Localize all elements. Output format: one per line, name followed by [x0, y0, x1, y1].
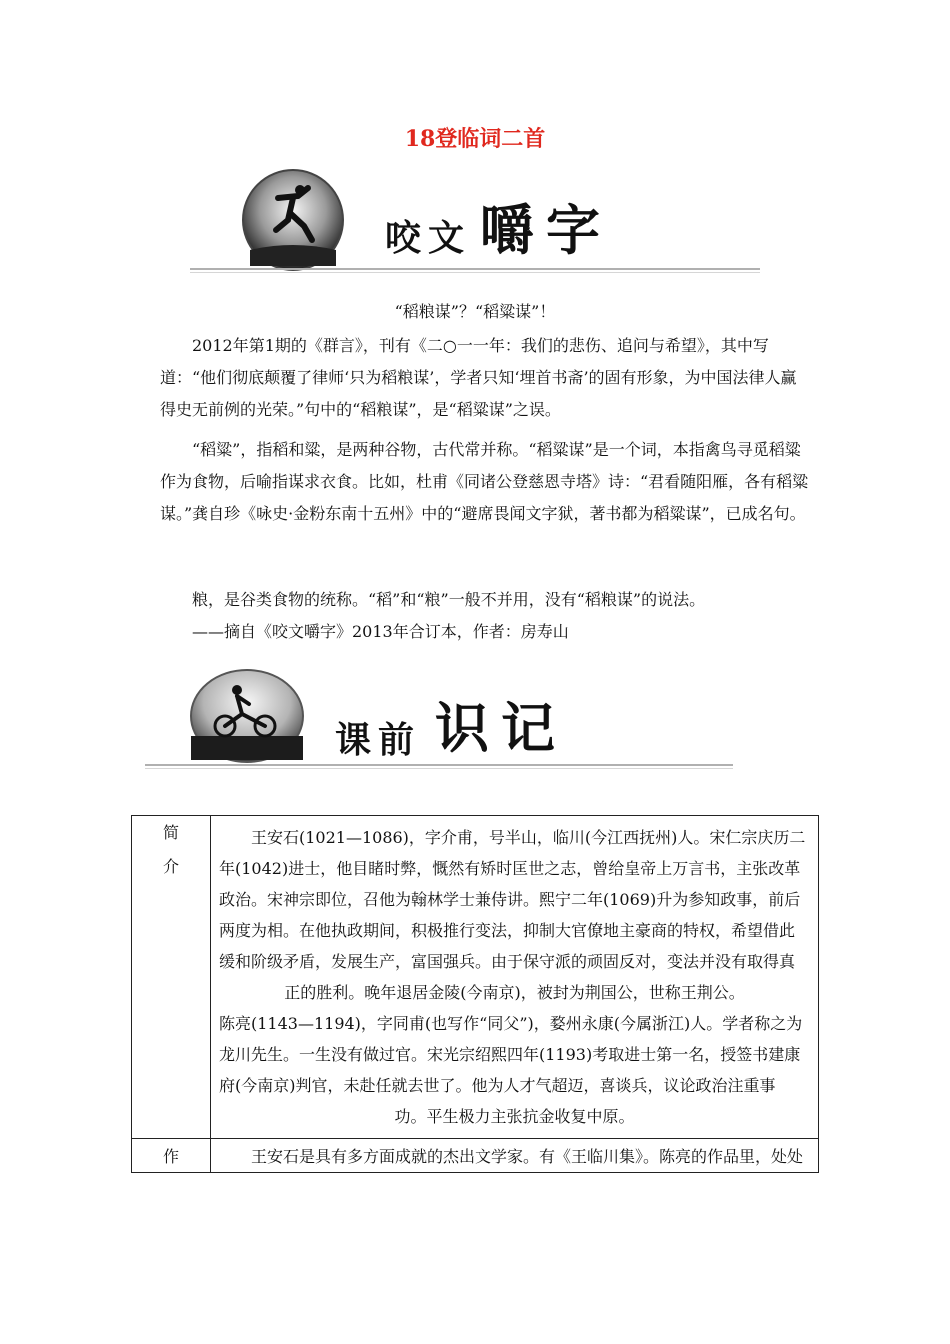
table-row	[132, 816, 819, 1139]
works-text: 王安石是具有多方面成就的杰出文学家。有《王临川集》。陈亮的作品里，处处	[251, 1147, 804, 1166]
chen-liang-bio-end: 功。平生极力主张抗金收复中原。	[394, 1107, 635, 1126]
wang-anshi-bio-end: 正的胜利。晚年退居金陵(今南京)，被封为荆国公，世称王荆公。	[284, 983, 745, 1002]
table-row	[132, 1139, 819, 1173]
article-paragraph-3: 粮，是谷类食物的统称。“稻”和“粮”一般不并用，没有“稻粮谋”的说法。	[192, 590, 706, 609]
banner1-char-4: 字	[546, 198, 600, 262]
article-heading: “稻粮谋”？“稻粱谋”！	[394, 302, 556, 321]
row-label-jianjie	[132, 816, 211, 1139]
banner2-char-3: 识	[435, 696, 489, 760]
row-label-zuo: 作	[132, 1139, 211, 1173]
banner2-char-2: 前	[378, 719, 415, 761]
chen-liang-bio: 陈亮(1143—1194)，字同甫(也写作“同父”)，婺州永康(今属浙江)人。学者称之为龙川先生。一生没有做过官。宋光宗绍熙四年(1193)考取进士第一名，授签书建康府(今南京)判官，未赴任就去世了。他为人才气超迈，喜谈兵，议论政治注重事	[219, 1014, 803, 1095]
row-label-text: 简介	[162, 823, 179, 876]
banner-yaowenjiaozi	[190, 168, 760, 278]
leaping-figure-emblem	[238, 168, 348, 278]
banner1-char-3: 嚼	[480, 198, 534, 262]
article-paragraph-2: “稻粱”，指稻和粱，是两种谷物，古代常并称。“稻粱谋”是一个词，本指禽鸟寻觅稻粱作为食物，后喻指谋求衣食。比如，杜甫《同诸公登慈恩寺塔》诗：“君看随阳雁，各有稻粱谋。”龚自珍《咏史·金粉东南十五州》中的“避席畏闻文字狱，著书都为稻粱谋”，已成名句。	[160, 440, 809, 523]
author-info-table	[131, 815, 819, 1173]
banner1-char-2: 文	[428, 217, 465, 259]
row-body-jianjie	[211, 816, 819, 1139]
banner2-char-1: 课	[335, 719, 372, 761]
cyclist-emblem	[187, 666, 307, 766]
wang-anshi-bio: 王安石(1021—1086)，字介甫，号半山，临川(今江西抚州)人。宋仁宗庆历二年(1042)进士，他目睹时弊，慨然有矫时匡世之志，曾给皇帝上万言书，主张改革政治。宋神宗即位，召他为翰林学士兼侍讲。熙宁二年(1069)升为参知政事，前后两度为相。在他执政期间，积极推行变法，抑制大官僚地主豪商的特权，希望借此缓和阶级矛盾，发展生产，富国强兵。由于保守派的顽固反对，变法并没有取得真	[219, 828, 806, 971]
page-title: 18登临词二首	[404, 126, 546, 152]
row-body-zuo	[211, 1139, 819, 1173]
article-source: ——摘自《咬文嚼字》2013年合订本，作者：房寿山	[192, 622, 569, 641]
banner2-char-4: 记	[501, 696, 555, 760]
banner1-char-1: 咬	[385, 217, 422, 259]
banner-keqianshiji	[145, 664, 733, 774]
article-paragraph-1: 2012年第1期的《群言》，刊有《二○一一年：我们的悲伤、追问与希望》，其中写道：“他们彻底颠覆了律师‘只为稻粮谋’，学者只知‘埋首书斋’的固有形象，为中国法律人赢得史无前例的光荣。”句中的“稻粮谋”，是“稻粱谋”之误。	[160, 336, 797, 419]
